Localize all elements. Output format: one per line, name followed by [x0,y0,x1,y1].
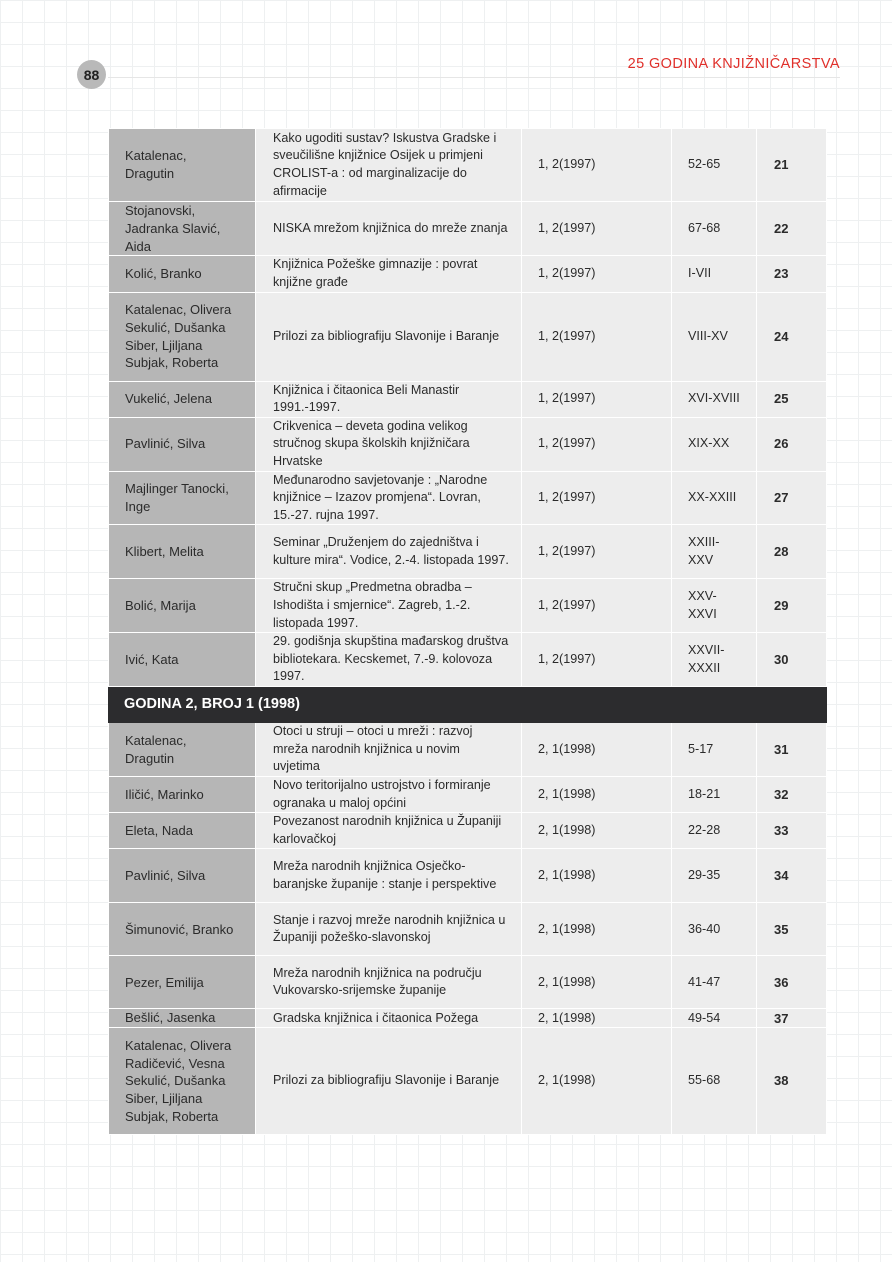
title-cell: Međunarodno savjetovanje : „Narodne knjižnice – Izazov promjena“. Lovran, 15.-27. rujna 1997. [256,471,522,525]
volume-cell: 1, 2(1997) [522,129,672,202]
volume-cell: 1, 2(1997) [522,292,672,381]
table-row [109,525,827,579]
pages-cell: XXVII-XXXII [672,633,757,687]
author-cell: Klibert, Melita [109,525,256,579]
number-cell: 36 [757,956,827,1009]
title-cell: Gradska knjižnica i čitaonica Požega [256,1009,522,1028]
volume-cell: 2, 1(1998) [522,1028,672,1135]
running-title: 25 GODINA KNJIŽNIČARSTVA [627,56,840,72]
number-cell: 23 [757,256,827,292]
table-row [109,292,827,381]
author-cell: Pavlinić, Silva [109,417,256,471]
table-row [109,633,827,687]
number-cell: 34 [757,849,827,903]
title-cell: Knjižnica i čitaonica Beli Manastir 1991.-1997. [256,381,522,417]
table-row [109,579,827,633]
number-cell: 22 [757,202,827,256]
title-cell: Seminar „Druženjem do zajedništva i kulture mira“. Vodice, 2.-4. listopada 1997. [256,525,522,579]
number-cell: 33 [757,813,827,849]
volume-cell: 2, 1(1998) [522,956,672,1009]
pages-cell: XXIII-XXV [672,525,757,579]
volume-cell: 2, 1(1998) [522,723,672,777]
author-cell: Ivić, Kata [109,633,256,687]
table-body-1997 [109,129,827,687]
author-cell: Majlinger Tanocki, Inge [109,471,256,525]
volume-cell: 2, 1(1998) [522,1009,672,1028]
number-cell: 24 [757,292,827,381]
author-cell: Stojanovski, Jadranka Slavić, Aida [109,202,256,256]
title-cell: Stanje i razvoj mreže narodnih knjižnica u Županiji požeško-slavonskoj [256,903,522,956]
number-cell: 30 [757,633,827,687]
pages-cell: XXV-XXVI [672,579,757,633]
pages-cell: 67-68 [672,202,757,256]
volume-cell: 1, 2(1997) [522,417,672,471]
author-cell: Iličić, Marinko [109,777,256,813]
table-row [109,723,827,777]
title-cell: Kako ugoditi sustav? Iskustva Gradske i sveučilišne knjižnice Osijek u primjeni CROLIST-a : od marginalizacije do afirmacije [256,129,522,202]
volume-cell: 2, 1(1998) [522,903,672,956]
author-cell: Katalenac, Dragutin [109,129,256,202]
author-cell: Bešlić, Jasenka [109,1009,256,1028]
pages-cell: 22-28 [672,813,757,849]
author-cell: Kolić, Branko [109,256,256,292]
author-cell: Katalenac, Dragutin [109,723,256,777]
pages-cell: VIII-XV [672,292,757,381]
table-row [109,381,827,417]
volume-cell: 2, 1(1998) [522,849,672,903]
number-cell: 31 [757,723,827,777]
table-row [109,1009,827,1028]
pages-cell: 18-21 [672,777,757,813]
table-body-1998 [109,723,827,1135]
title-cell: Knjižnica Požeške gimnazije : povrat knjižne građe [256,256,522,292]
table-row [109,202,827,256]
volume-cell: 1, 2(1997) [522,381,672,417]
title-cell: Mreža narodnih knjižnica Osječko-baranjske županije : stanje i perspektive [256,849,522,903]
title-cell: Crikvenica – deveta godina velikog stručnog skupa školskih knjižničara Hrvatske [256,417,522,471]
volume-cell: 1, 2(1997) [522,471,672,525]
table-row [109,256,827,292]
table-row [109,903,827,956]
number-cell: 27 [757,471,827,525]
volume-cell: 2, 1(1998) [522,813,672,849]
table-row [109,777,827,813]
volume-cell: 2, 1(1998) [522,777,672,813]
number-cell: 38 [757,1028,827,1135]
header-rule [108,77,840,78]
table-row [109,813,827,849]
number-cell: 32 [757,777,827,813]
author-cell: Vukelić, Jelena [109,381,256,417]
pages-cell: 41-47 [672,956,757,1009]
author-cell: Bolić, Marija [109,579,256,633]
bibliography-table [108,128,827,1135]
author-cell: Katalenac, Olivera Radičević, Vesna Sekulić, Dušanka Siber, Ljiljana Subjak, Roberta [109,1028,256,1135]
pages-cell: I-VII [672,256,757,292]
pages-cell: 36-40 [672,903,757,956]
number-cell: 35 [757,903,827,956]
volume-cell: 1, 2(1997) [522,579,672,633]
title-cell: Stručni skup „Predmetna obradba – Ishodišta i smjernice“. Zagreb, 1.-2. listopada 1997. [256,579,522,633]
table-row [109,417,827,471]
author-cell: Pezer, Emilija [109,956,256,1009]
pages-cell: 52-65 [672,129,757,202]
title-cell: Mreža narodnih knjižnica na području Vukovarsko-srijemske županije [256,956,522,1009]
table-row [109,849,827,903]
table-row [109,956,827,1009]
author-cell: Katalenac, Olivera Sekulić, Dušanka Siber, Ljiljana Subjak, Roberta [109,292,256,381]
title-cell: NISKA mrežom knjižnica do mreže znanja [256,202,522,256]
author-cell: Pavlinić, Silva [109,849,256,903]
section-heading: GODINA 2, BROJ 1 (1998) [109,687,827,723]
title-cell: Otoci u struji – otoci u mreži : razvoj mreža narodnih knjižnica u novim uvjetima [256,723,522,777]
title-cell: Povezanost narodnih knjižnica u Županiji karlovačkoj [256,813,522,849]
table-section [109,687,827,723]
title-cell: Novo teritorijalno ustrojstvo i formiranje ogranaka u maloj općini [256,777,522,813]
title-cell: 29. godišnja skupština mađarskog društva bibliotekara. Kecskemet, 7.-9. kolovoza 1997. [256,633,522,687]
page-number: 88 [77,60,106,89]
title-cell: Prilozi za bibliografiju Slavonije i Baranje [256,292,522,381]
section-heading-row [109,687,827,723]
pages-cell: 5-17 [672,723,757,777]
volume-cell: 1, 2(1997) [522,525,672,579]
table-row [109,129,827,202]
pages-cell: 29-35 [672,849,757,903]
title-cell: Prilozi za bibliografiju Slavonije i Baranje [256,1028,522,1135]
pages-cell: XIX-XX [672,417,757,471]
number-cell: 26 [757,417,827,471]
table-row [109,471,827,525]
pages-cell: 55-68 [672,1028,757,1135]
author-cell: Šimunović, Branko [109,903,256,956]
pages-cell: XX-XXIII [672,471,757,525]
pages-cell: XVI-XVIII [672,381,757,417]
number-cell: 29 [757,579,827,633]
pages-cell: 49-54 [672,1009,757,1028]
volume-cell: 1, 2(1997) [522,256,672,292]
table-row [109,1028,827,1135]
author-cell: Eleta, Nada [109,813,256,849]
number-cell: 28 [757,525,827,579]
number-cell: 25 [757,381,827,417]
volume-cell: 1, 2(1997) [522,202,672,256]
number-cell: 21 [757,129,827,202]
volume-cell: 1, 2(1997) [522,633,672,687]
number-cell: 37 [757,1009,827,1028]
